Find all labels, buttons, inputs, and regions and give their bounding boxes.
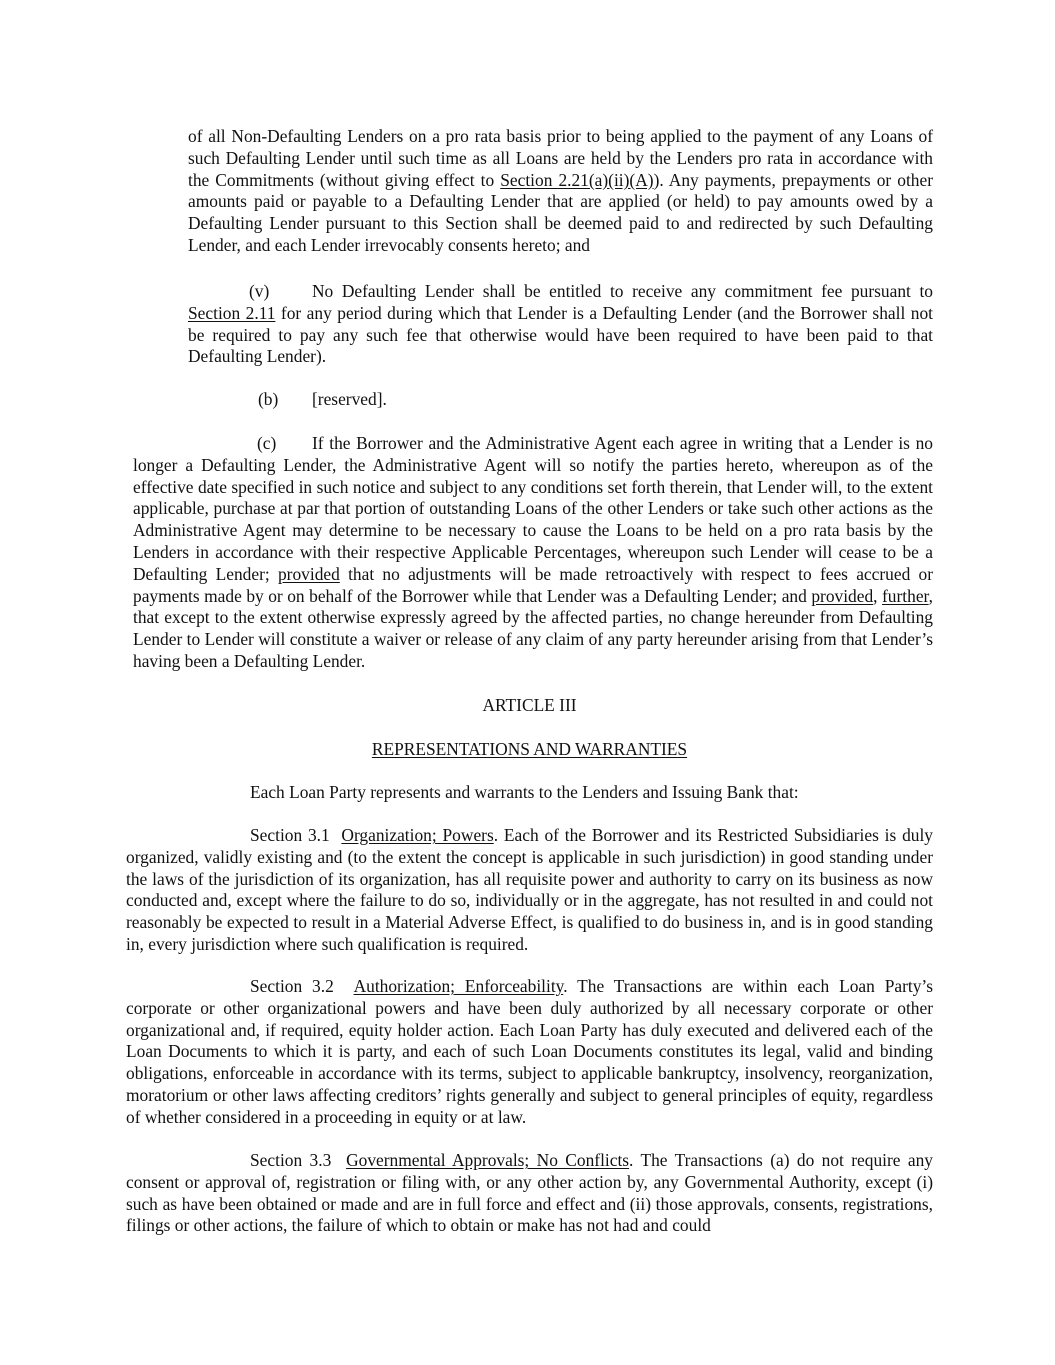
paragraph-text: , that except to the extent otherwise expressly agreed by the affected parties, no change hereunder from Defaulting Lender to Lender will constitute a waiver or release of any claim of any party hereunder arising from that Lender’s having been a Defaulting Lender.	[133, 585, 933, 671]
article-subtitle	[126, 739, 933, 761]
section-3-2	[126, 976, 933, 1129]
section-3-3	[126, 1150, 933, 1237]
paragraph-text: If the Borrower and the Administrative Agent each agree in writing that a Lender is no longer a Defaulting Lender, the Administrative Agent will so notify the parties hereto, whereupon as of the effective date specified in such notice and subject to any conditions set forth therein, that Lender will, to the extent applicable, purchase at par that portion of outstanding Loans of the other Lenders or take such other actions as the Administrative Agent may determine to be necessary to cause the Loans to be held on a pro rata basis by the Lenders in accordance with their respective Applicable Percentages, whereupon such Lender will cease to be a Defaulting Lender;	[133, 433, 933, 584]
paragraph-text: . The Transactions are within each Loan Party’s corporate or other organizational powers and have been duly authorized by all necessary corporate or other organizational and, if required, equity holder action. Each Loan Party has duly executed and delivered each of the Loan Documents to which it is party, and each of such Loan Documents constitutes its legal, valid and binding obligations, enforceable in accordance with its terms, subject to applicable bankruptcy, insolvency, reorganization, moratorium or other laws affecting creditors’ rights generally and subject to general principles of equity, regardless of whether considered in a proceeding in equity or at law.	[126, 976, 934, 1127]
provided-term: provided	[277, 563, 340, 584]
article-subtitle-text: REPRESENTATIONS AND WARRANTIES	[371, 739, 688, 759]
section-heading: Organization; Powers	[341, 825, 494, 845]
clause-b	[258, 389, 387, 411]
paragraph-text: that no adjustments will be made retroactively with respect to fees accrued or payments made by or on behalf of the Borrower while that Lender was a Defaulting Lender; and	[133, 563, 934, 606]
paragraph-text: . Each of the Borrower and its Restricted Subsidiaries is duly organized, validly existing and (to the extent the concept is applicable in such jurisdiction) in good standing under the laws of the jurisdiction of its organization, has all requisite power and authority to carry on its business as now conducted and, except where the failure to do so, individually or in the aggregate, has not resulted in and could not reasonably be expected to result in a Material Adverse Effect, is qualified to do business in, and is in good standing in, every jurisdiction where such qualification is required.	[126, 825, 933, 954]
clause-v	[188, 281, 933, 368]
clause-marker: (b)	[258, 389, 279, 409]
section-heading: Governmental Approvals; No Conflicts	[346, 1150, 630, 1170]
clause-marker: (c)	[257, 433, 277, 453]
article-title: ARTICLE III	[482, 695, 577, 715]
clause-marker: (v)	[249, 281, 270, 301]
section-label: Section 3.3	[250, 1150, 332, 1170]
section-reference-2-21: Section 2.21(a)(ii)(A)	[500, 169, 654, 190]
paragraph-continuation	[188, 126, 933, 257]
section-3-1	[126, 825, 933, 956]
provided-term: provided	[811, 585, 874, 606]
paragraph-text: for any period during which that Lender is a Defaulting Lender (and the Borrower shall not be required to pay any such fee that otherwise would have been required to have been paid to that Defaulting Lender).	[188, 302, 933, 367]
article-intro: Each Loan Party represents and warrants to the Lenders and Issuing Bank that:	[250, 782, 799, 802]
paragraph-text: . The Transactions (a) do not require any consent or approval of, registration or filing with, or any other action by, any Governmental Authority, except (i) such as have been obtained or made and are in full force and effect and (ii) those approvals, consents, registrations, filings or other actions, the failure of which to obtain or make has not had and could	[126, 1150, 933, 1236]
section-label: Section 3.2	[250, 976, 334, 996]
section-reference-2-11: Section 2.11	[188, 302, 276, 323]
paragraph-text: ). Any payments, prepayments or other amounts paid or payable to a Defaulting Lender that are applied (or held) to pay amounts owed by a Defaulting Lender pursuant to this Section shall be deemed paid to and redirected by such Defaulting Lender, and each Lender irrevocably consents hereto; and	[188, 169, 933, 255]
clause-c	[133, 433, 933, 673]
section-label: Section 3.1	[250, 825, 330, 845]
paragraph-text: [reserved].	[312, 389, 387, 409]
section-heading: Authorization; Enforceability	[353, 976, 564, 996]
paragraph-text: No Defaulting Lender shall be entitled to receive any commitment fee pursuant to	[312, 281, 933, 301]
paragraph-text: ,	[873, 585, 883, 606]
further-term: further	[882, 585, 929, 606]
paragraph-text: of all Non-Defaulting Lenders on a pro rata basis prior to being applied to the payment of any Loans of such Defaulting Lender until such time as all Loans are held by the Lenders pro rata in accordance with the Commitments (without giving effect to	[188, 126, 933, 190]
